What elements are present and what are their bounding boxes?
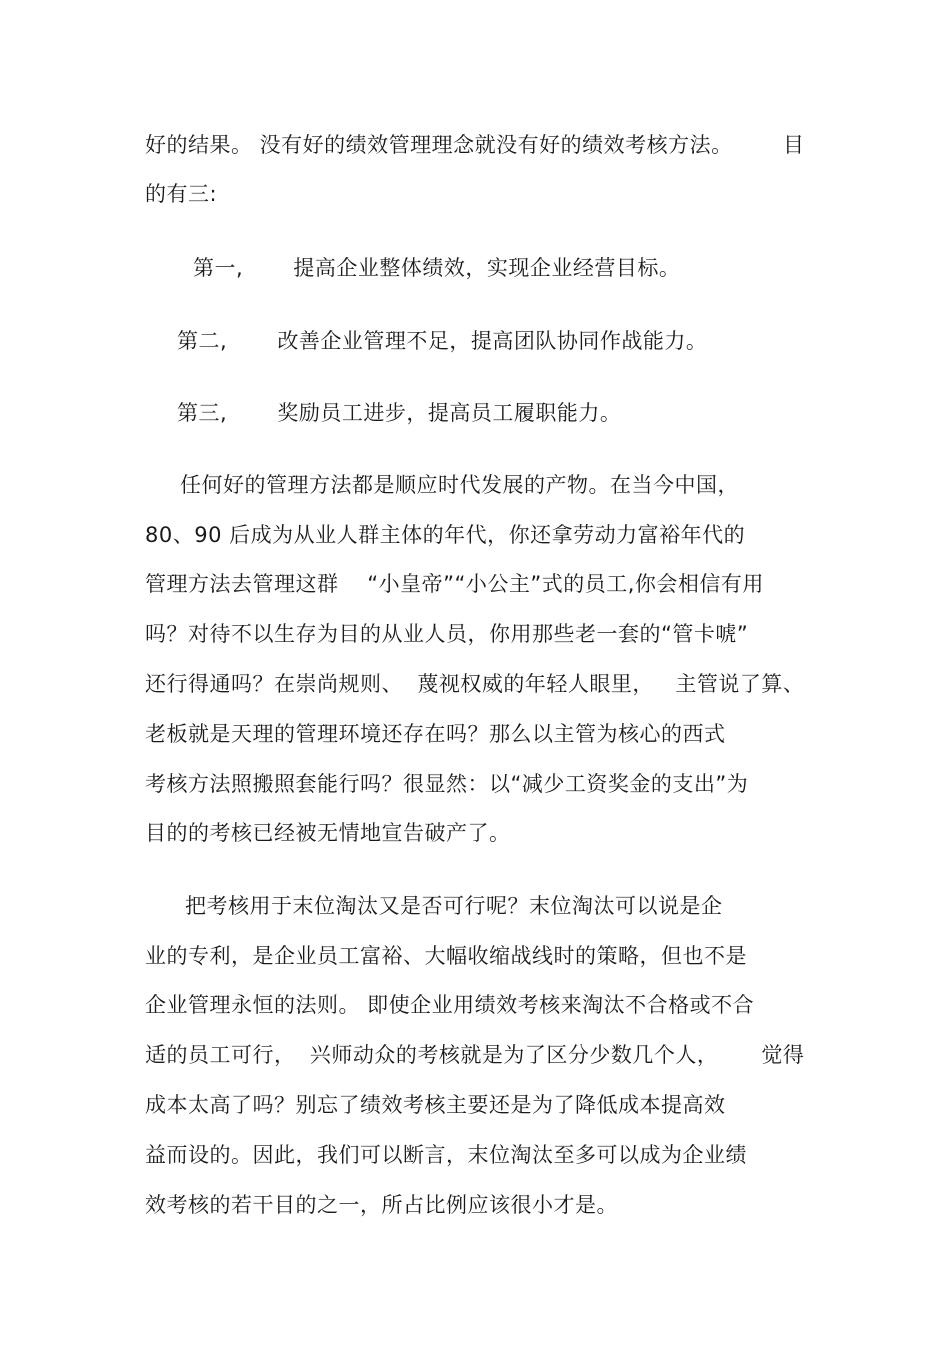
- intro-line-1: 好的结果。 没有好的绩效管理理念就没有好的绩效考核方法。: [145, 133, 733, 157]
- paragraph-3-line-4: 适的员工可行， 兴师动众的考核就是为了区分少数几个人， 觉得: [145, 1043, 805, 1067]
- paragraph-2-line-1: 任何好的管理方法都是顺应时代发展的产物。在当今中国，: [180, 473, 739, 497]
- paragraph-3-line-5: 成本太高了吗？别忘了绩效考核主要还是为了降低成本提高效: [145, 1093, 726, 1117]
- paragraph-3-line-7: 效考核的若干目的之一，所占比例应该很小才是。: [145, 1193, 618, 1217]
- paragraph-3-line-3: 企业管理永恒的法则。 即使企业用绩效考核来淘汰不合格或不合: [145, 993, 755, 1017]
- goal-item-1: 第一, 提高企业整体绩效，实现企业经营目标。: [193, 256, 681, 280]
- intro-line-2: 的有三:: [145, 182, 218, 206]
- paragraph-3-line-1: 把考核用于末位淘汰又是否可行呢？末位淘汰可以说是企: [185, 894, 723, 918]
- goal-item-3: 第三, 奖励员工进步，提高员工履职能力。: [177, 401, 622, 425]
- paragraph-2-line-3: 管理方法去管理这群 “小皇帝”“小公主”式的员工,你会相信有用: [145, 572, 764, 596]
- paragraph-2-line-4: 吗？对待不以生存为目的从业人员，你用那些老一套的“管卡唬”: [145, 622, 749, 646]
- paragraph-2-line-7: 考核方法照搬照套能行吗？很显然：以“减少工资奖金的支出”为: [145, 772, 749, 796]
- paragraph-3-line-2: 业的专利，是企业员工富裕、大幅收缩战线时的策略，但也不是: [145, 944, 747, 968]
- paragraph-2-line-5: 还行得通吗？在崇尚规则、 蔑视权威的年轻人眼里， 主管说了算、: [145, 672, 805, 696]
- goal-item-2: 第二, 改善企业管理不足，提高团队协同作战能力。: [177, 329, 708, 353]
- paragraph-2-line-8: 目的的考核已经被无情地宣告破产了。: [145, 821, 511, 845]
- intro-line-1-tail: 目: [783, 133, 804, 157]
- paragraph-3-line-6: 益而设的。因此，我们可以断言，末位淘汰至多可以成为企业绩: [145, 1143, 747, 1167]
- paragraph-2-line-6: 老板就是天理的管理环境还存在吗？那么以主管为核心的西式: [145, 722, 726, 746]
- paragraph-2-line-2: 80、90 后成为从业人群主体的年代，你还拿劳动力富裕年代的: [145, 523, 746, 547]
